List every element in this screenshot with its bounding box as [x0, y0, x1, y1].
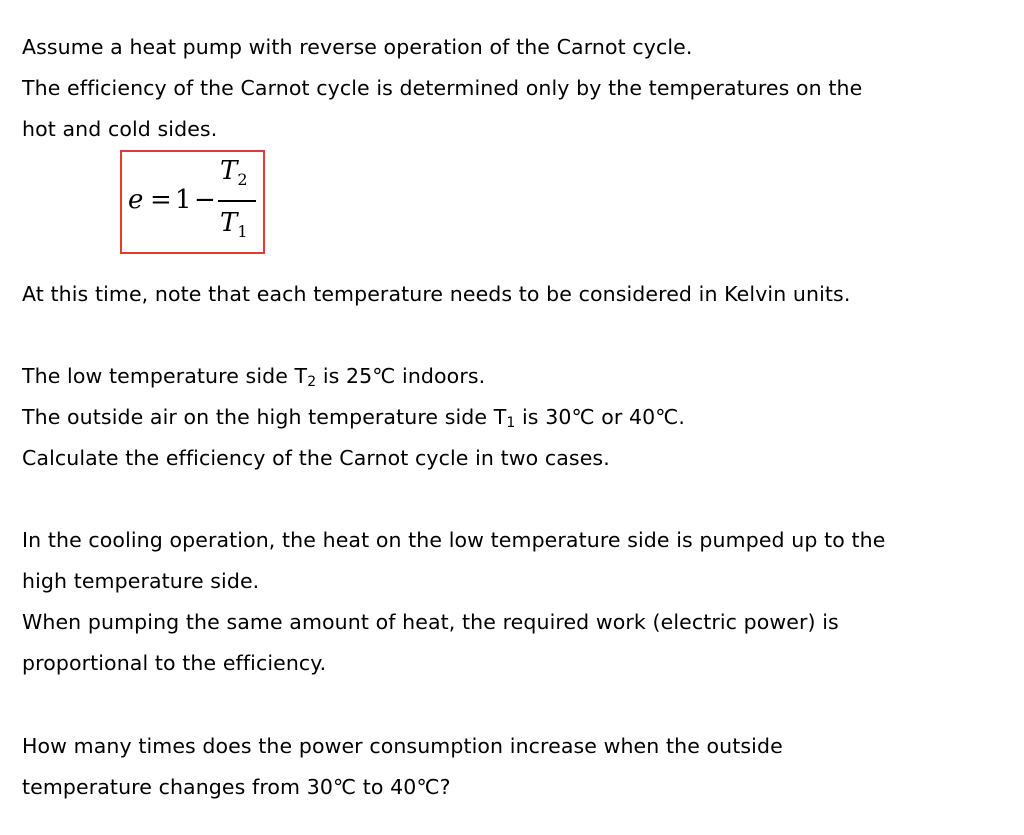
formula-efficiency-symbol: e	[128, 185, 144, 215]
calculation-instruction: Calculate the efficiency of the Carnot cycle in two cases.	[22, 446, 610, 470]
formula-one: 1	[175, 185, 192, 215]
formula-denominator: $T_1$	[220, 208, 248, 242]
cooling-line-4: proportional to the efficiency.	[22, 651, 327, 675]
low-temperature-condition: The low temperature side T2 is 25℃ indoors.	[22, 364, 486, 390]
formula-equals: =	[150, 185, 172, 215]
question-line-2: temperature changes from 30℃ to 40℃?	[22, 775, 451, 799]
kelvin-note: At this time, note that each temperature needs to be considered in Kelvin units.	[22, 282, 851, 306]
high-temperature-condition: The outside air on the high temperature side T1 is 30℃ or 40℃.	[22, 405, 686, 431]
cooling-line-2: high temperature side.	[22, 569, 260, 593]
cooling-line-1: In the cooling operation, the heat on the low temperature side is pumped up to the	[22, 528, 886, 552]
intro-line-1: Assume a heat pump with reverse operation of the Carnot cycle.	[22, 35, 693, 59]
formula-numerator: $T_2$	[220, 156, 248, 190]
question-line-1: How many times does the power consumption increase when the outside	[22, 734, 783, 758]
carnot-efficiency-formula	[120, 150, 265, 254]
cooling-line-3: When pumping the same amount of heat, the required work (electric power) is	[22, 610, 839, 634]
formula-fraction-bar	[218, 200, 256, 202]
intro-line-2: The efficiency of the Carnot cycle is determined only by the temperatures on the	[22, 76, 863, 100]
intro-line-3: hot and cold sides.	[22, 117, 218, 141]
formula-minus: −	[194, 185, 216, 215]
